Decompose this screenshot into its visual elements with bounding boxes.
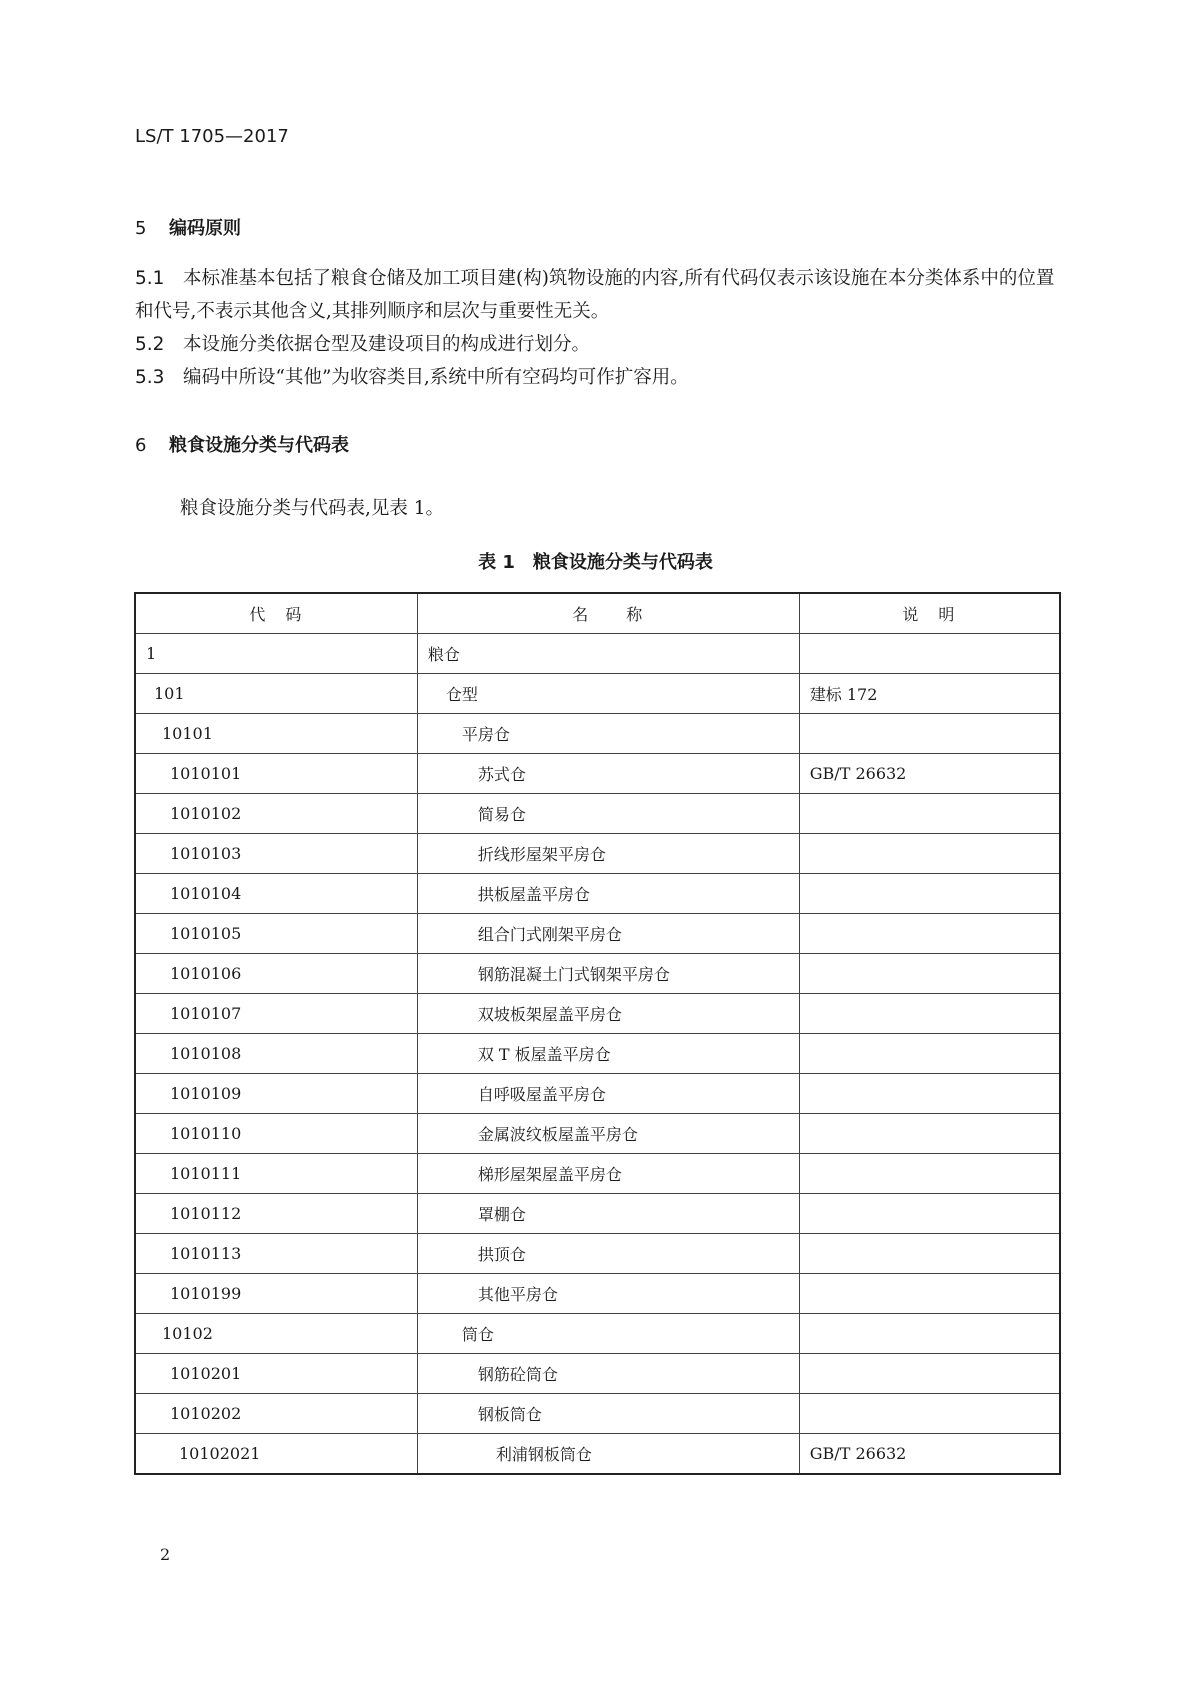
name-cell: 苏式仓 [417,754,799,794]
table-row [135,1154,1060,1194]
table-row [135,794,1060,834]
note-cell [799,1114,1060,1154]
table-row [135,1394,1060,1434]
note-cell [799,914,1060,954]
note-cell [799,1314,1060,1354]
section-number: 6 [135,435,147,456]
table-row [135,634,1060,674]
clause-text: 本设施分类依据仓型及建设项目的构成进行划分。 [183,334,591,355]
note-cell [799,1074,1060,1114]
table-row [135,1034,1060,1074]
table-row [135,874,1060,914]
name-cell: 平房仓 [417,714,799,754]
clause-text: 本标准基本包括了粮食仓储及加工项目建(构)筑物设施的内容,所有代码仅表示该设施在本分类体系中的位置和代号,不表示其他含义,其排列顺序和层次与重要性无关。 [135,268,1055,322]
code-cell: 1010113 [135,1234,417,1274]
facility-code-table [134,592,1061,1475]
note-cell [799,714,1060,754]
name-cell: 双坡板架屋盖平房仓 [417,994,799,1034]
table-row [135,1354,1060,1394]
table-caption: 表 1 粮食设施分类与代码表 [478,552,713,573]
name-cell: 罩棚仓 [417,1194,799,1234]
name-cell: 拱板屋盖平房仓 [417,874,799,914]
section-number: 5 [135,218,147,239]
table-row [135,914,1060,954]
code-cell: 1010202 [135,1394,417,1434]
table-row [135,1114,1060,1154]
table-row [135,714,1060,754]
note-cell: GB/T 26632 [799,1434,1060,1475]
name-cell: 筒仓 [417,1314,799,1354]
code-cell: 10102021 [135,1434,417,1475]
code-cell: 1010101 [135,754,417,794]
table-row [135,754,1060,794]
note-cell [799,954,1060,994]
note-cell [799,794,1060,834]
section-6-heading [135,431,349,457]
name-cell: 梯形屋架屋盖平房仓 [417,1154,799,1194]
note-cell [799,634,1060,674]
code-cell: 1010103 [135,834,417,874]
note-cell [799,1274,1060,1314]
note-cell: 建标 172 [799,674,1060,714]
code-cell: 1010110 [135,1114,417,1154]
clause-5-1 [135,262,1065,328]
code-cell: 1010105 [135,914,417,954]
note-cell [799,1194,1060,1234]
clause-number: 5.2 [135,334,165,355]
name-cell: 钢板筒仓 [417,1394,799,1434]
name-cell: 利浦钢板筒仓 [417,1434,799,1475]
name-cell: 粮仓 [417,634,799,674]
name-cell: 双 T 板屋盖平房仓 [417,1034,799,1074]
code-cell: 1010107 [135,994,417,1034]
note-cell [799,1394,1060,1434]
table-row [135,994,1060,1034]
clause-text: 编码中所设“其他”为收容类目,系统中所有空码均可作扩容用。 [183,367,689,388]
note-cell [799,994,1060,1034]
code-cell: 10101 [135,714,417,754]
table-row [135,1074,1060,1114]
table-row [135,834,1060,874]
table-row [135,954,1060,994]
table-row [135,1274,1060,1314]
code-cell: 1010109 [135,1074,417,1114]
name-cell: 钢筋砼筒仓 [417,1354,799,1394]
clause-number: 5.1 [135,268,165,289]
page-number: 2 [160,1545,171,1564]
name-cell: 简易仓 [417,794,799,834]
table-header-row [135,593,1060,634]
code-cell: 1010106 [135,954,417,994]
code-cell: 1010201 [135,1354,417,1394]
note-cell [799,1034,1060,1074]
table-row [135,1434,1060,1475]
clause-5-2 [135,328,1065,361]
section-title: 粮食设施分类与代码表 [169,435,349,456]
name-cell: 其他平房仓 [417,1274,799,1314]
section-5-heading [135,214,241,240]
code-cell: 101 [135,674,417,714]
clause-number: 5.3 [135,367,165,388]
code-cell: 1010199 [135,1274,417,1314]
code-cell: 10102 [135,1314,417,1354]
table-row [135,1314,1060,1354]
standard-number: LS/T 1705—2017 [135,126,289,147]
name-cell: 自呼吸屋盖平房仓 [417,1074,799,1114]
note-cell [799,1354,1060,1394]
code-cell: 1 [135,634,417,674]
name-cell: 折线形屋架平房仓 [417,834,799,874]
name-cell: 金属波纹板屋盖平房仓 [417,1114,799,1154]
code-cell: 1010108 [135,1034,417,1074]
table-row [135,1234,1060,1274]
header-code: 代 码 [135,593,417,634]
note-cell [799,1234,1060,1274]
note-cell: GB/T 26632 [799,754,1060,794]
clause-5-3 [135,361,1065,394]
code-cell: 1010111 [135,1154,417,1194]
header-name: 名 称 [417,593,799,634]
name-cell: 组合门式刚架平房仓 [417,914,799,954]
section-title: 编码原则 [169,218,241,239]
note-cell [799,874,1060,914]
name-cell: 钢筋混凝土门式钢架平房仓 [417,954,799,994]
name-cell: 仓型 [417,674,799,714]
code-cell: 1010112 [135,1194,417,1234]
name-cell: 拱顶仓 [417,1234,799,1274]
table-body [135,634,1060,1475]
code-cell: 1010102 [135,794,417,834]
code-cell: 1010104 [135,874,417,914]
table-row [135,674,1060,714]
note-cell [799,834,1060,874]
header-note: 说 明 [799,593,1060,634]
section-6-intro: 粮食设施分类与代码表,见表 1。 [180,498,445,519]
note-cell [799,1154,1060,1194]
table-row [135,1194,1060,1234]
